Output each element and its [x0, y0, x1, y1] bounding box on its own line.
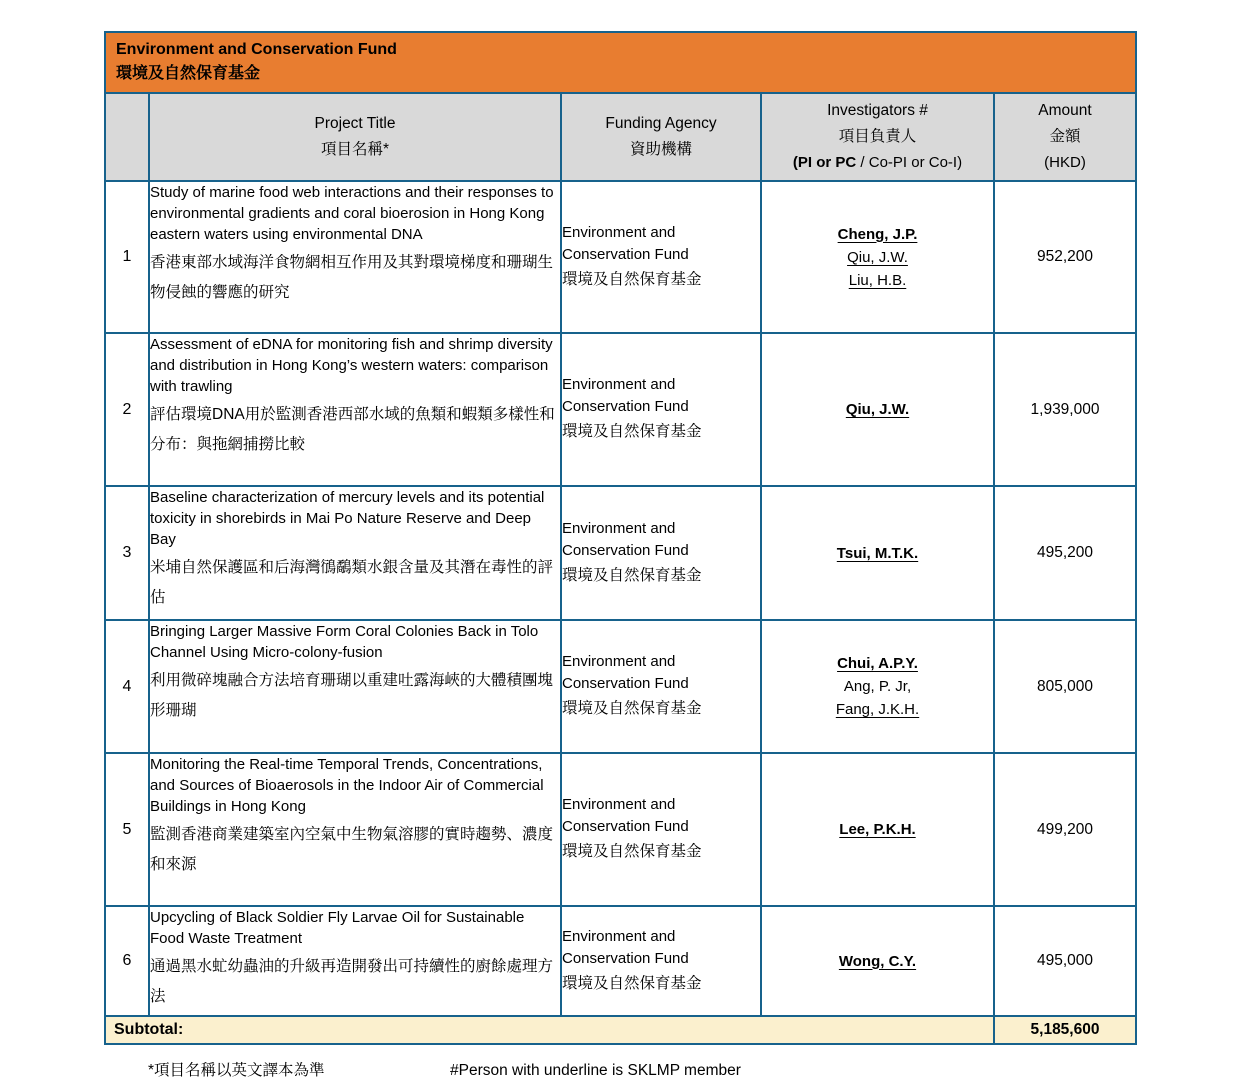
amount-cell: 499,200 — [994, 753, 1136, 906]
project-title-zh: 通過黑水虻幼蟲油的升級再造開發出可持續性的廚餘處理方法 — [150, 958, 554, 1005]
header-amount-zh: 金額 — [1049, 128, 1081, 145]
investigator-name: Fang, J.K.H. — [835, 701, 920, 718]
investigator-name: Wong, C.Y. — [838, 952, 917, 970]
investigators-cell — [761, 333, 994, 486]
project-title-cell — [149, 620, 561, 753]
funding-agency-zh: 環境及自然保育基金 — [562, 566, 702, 584]
header-investigators-note — [764, 150, 991, 176]
header-pi-bold: (PI or PC — [792, 154, 857, 171]
project-title-en: Assessment of eDNA for monitoring fish and shrimp diversity and distribution in Hong Kong’s western waters: comparison with trawling — [150, 336, 553, 395]
header-project-title-en: Project Title — [314, 115, 396, 132]
project-title-zh: 香港東部水域海洋食物網相互作用及其對環境梯度和珊瑚生物侵蝕的響應的研究 — [150, 254, 554, 301]
project-title-cell — [149, 181, 561, 333]
amount-cell: 495,200 — [994, 486, 1136, 620]
investigator-name: Qiu, J.W. — [845, 401, 910, 418]
project-title-zh: 評估環境DNA用於監測香港西部水域的魚類和蝦類多樣性和分布：與拖網捕撈比較 — [150, 406, 555, 453]
amount-cell: 1,939,000 — [994, 333, 1136, 486]
footnote-title-translation: *項目名稱以英文譯本為準 — [148, 1062, 325, 1079]
project-title-cell — [149, 333, 561, 486]
header-investigators-zh: 項目負責人 — [838, 128, 917, 145]
project-title-cell — [149, 753, 561, 906]
investigators-cell — [761, 753, 994, 906]
investigator-name: Qiu, J.W. — [847, 248, 908, 266]
project-title-zh: 利用微碎塊融合方法培育珊瑚以重建吐露海峽的大體積團塊形珊瑚 — [150, 672, 554, 719]
funding-agency-zh: 環境及自然保育基金 — [562, 974, 702, 992]
row-number: 1 — [105, 181, 149, 333]
subtotal-row — [105, 1016, 1136, 1044]
row-number: 5 — [105, 753, 149, 906]
header-funding-agency-en: Funding Agency — [605, 115, 717, 132]
investigator-name: Chui, A.P.Y. — [837, 655, 918, 672]
row-number: 3 — [105, 486, 149, 620]
table-row — [105, 181, 1136, 333]
table-row — [105, 486, 1136, 620]
banner-title-en: Environment and Conservation Fund — [116, 41, 397, 58]
header-amount — [994, 93, 1136, 181]
banner-cell — [105, 32, 1136, 93]
header-amount-unit: (HKD) — [1044, 154, 1086, 171]
funding-agency-en: Environment and Conservation Fund — [562, 376, 689, 415]
funding-agency-cell — [561, 181, 761, 333]
funding-agency-en: Environment and Conservation Fund — [562, 223, 689, 263]
table-row — [105, 333, 1136, 486]
project-title-zh: 監測香港商業建築室內空氣中生物氣溶膠的實時趨勢、濃度和來源 — [150, 826, 554, 873]
header-pi-rest: / Co-PI or Co-I) — [856, 154, 963, 171]
header-amount-en: Amount — [1038, 102, 1092, 119]
funding-agency-cell — [561, 906, 761, 1016]
header-investigators-en: Investigators # — [827, 102, 928, 119]
row-number: 4 — [105, 620, 149, 753]
project-title-zh: 米埔自然保護區和后海灣鴴鷸類水銀含量及其潛在毒性的評估 — [150, 559, 554, 606]
investigators-cell — [761, 486, 994, 620]
investigator-name: Liu, H.B. — [848, 271, 907, 289]
table-row — [105, 620, 1136, 753]
project-title-en: Study of marine food web interactions and their responses to environmental gradients and coral bioerosion in Hong Kong eastern waters using environmental DNA — [150, 184, 554, 243]
investigators-cell — [761, 181, 994, 333]
investigators-cell — [761, 906, 994, 1016]
footnote-sklmp-member: #Person with underline is SKLMP member — [450, 1062, 741, 1079]
amount-cell: 495,000 — [994, 906, 1136, 1016]
table-row — [105, 906, 1136, 1016]
investigator-name: Lee, P.K.H. — [839, 821, 916, 838]
amount-cell: 952,200 — [994, 181, 1136, 333]
subtotal-label-cell — [105, 1016, 994, 1044]
investigator-name: Ang, P. Jr, — [843, 678, 912, 695]
table-banner — [105, 32, 1136, 93]
funding-agency-cell — [561, 753, 761, 906]
funding-agency-en: Environment and Conservation Fund — [562, 653, 689, 692]
funding-agency-en: Environment and Conservation Fund — [562, 796, 689, 835]
footnotes — [104, 1059, 1240, 1083]
subtotal-amount: 5,185,600 — [994, 1016, 1136, 1044]
investigator-name: Tsui, M.T.K. — [836, 544, 919, 562]
subtotal-label: Subtotal: — [114, 1021, 184, 1038]
funding-agency-zh: 環境及自然保育基金 — [562, 700, 702, 717]
banner-title-zh: 環境及自然保育基金 — [116, 65, 261, 82]
header-investigators — [761, 93, 994, 181]
row-number: 6 — [105, 906, 149, 1016]
funding-agency-zh: 環境及自然保育基金 — [562, 270, 702, 288]
funding-agency-cell — [561, 620, 761, 753]
investigators-cell — [761, 620, 994, 753]
project-title-en: Monitoring the Real-time Temporal Trends, Concentrations, and Sources of Bioaerosols in the Indoor Air of Commercial Buildings in Hong Kong — [150, 756, 544, 815]
funding-agency-zh: 環境及自然保育基金 — [562, 423, 702, 440]
project-title-en: Baseline characterization of mercury levels and its potential toxicity in shorebirds in Mai Po Nature Reserve and Deep Bay — [150, 489, 545, 548]
header-funding-agency — [561, 93, 761, 181]
funding-agency-en: Environment and Conservation Fund — [562, 927, 689, 967]
header-project-title-zh: 項目名稱* — [320, 141, 390, 158]
header-num-cell — [105, 93, 149, 181]
column-header-row — [105, 93, 1136, 181]
amount-cell: 805,000 — [994, 620, 1136, 753]
table-row — [105, 753, 1136, 906]
project-title-en: Upcycling of Black Soldier Fly Larvae Oil for Sustainable Food Waste Treatment — [150, 909, 525, 947]
project-title-cell — [149, 906, 561, 1016]
project-title-cell — [149, 486, 561, 620]
funding-agency-zh: 環境及自然保育基金 — [562, 843, 702, 860]
funding-agency-cell — [561, 486, 761, 620]
investigator-name: Cheng, J.P. — [837, 225, 918, 243]
funding-agency-cell — [561, 333, 761, 486]
funding-agency-en: Environment and Conservation Fund — [562, 519, 689, 559]
row-number: 2 — [105, 333, 149, 486]
fund-table — [104, 31, 1137, 1045]
header-funding-agency-zh: 資助機構 — [629, 141, 692, 158]
project-title-en: Bringing Larger Massive Form Coral Colonies Back in Tolo Channel Using Micro-colony-fusion — [150, 623, 539, 661]
header-project-title — [149, 93, 561, 181]
